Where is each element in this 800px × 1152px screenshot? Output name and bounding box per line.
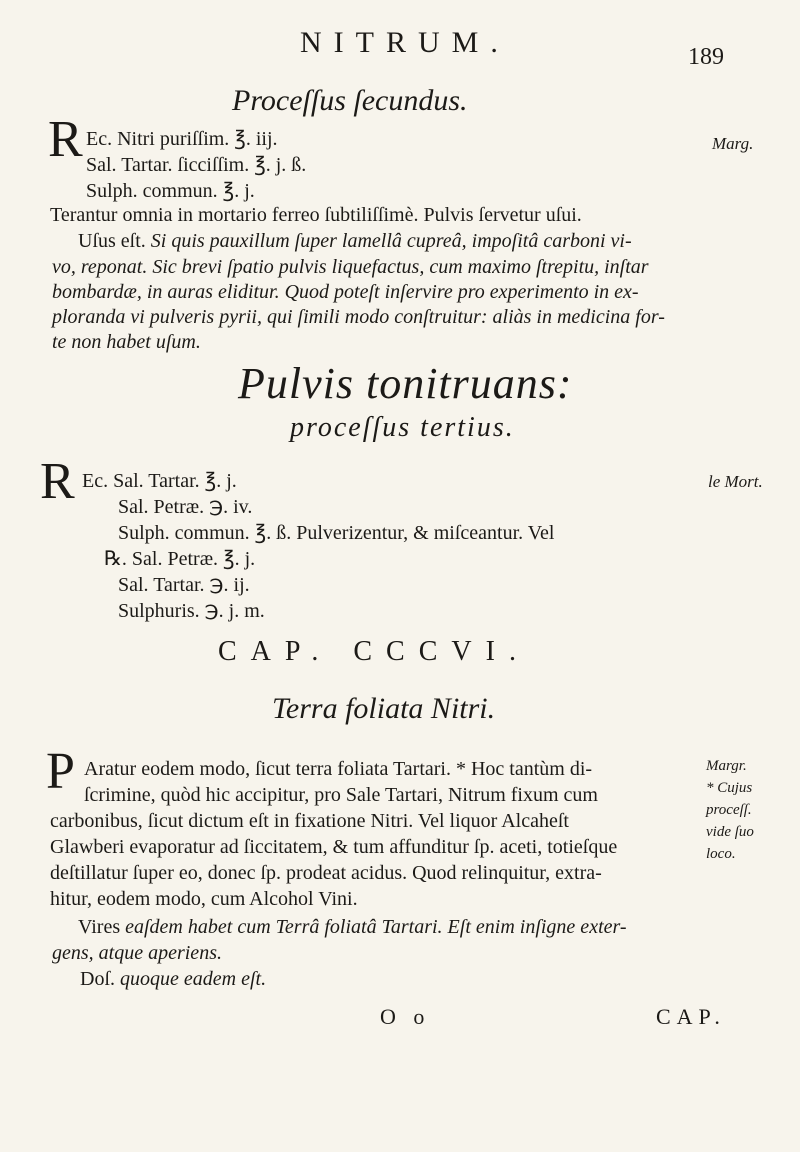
margin-note: proceſſ. [706,802,752,818]
drop-cap-r: R [48,111,83,168]
recipe-line: Sal. Tartar. ſicciſſim. ℥. j. ß. [86,154,307,176]
body-text-line: Aratur eodem modo, ſicut terra foliata Tartari. * Hoc tantùm di- [84,758,593,780]
recipe-line: ℞. Sal. Petræ. ℥. j. [104,548,256,570]
page-number: 189 [688,44,724,70]
body-text-line [78,916,627,939]
drop-cap-p: P [46,743,75,800]
recipe-line: Sulph. commun. ℥. ß. Pulverizentur, & miſceantur. Vel [118,522,555,544]
recipe-line: Sal. Petræ. ℈. iv. [118,496,253,518]
recipe-line: Ec. Sal. Tartar. ℥. j. [82,470,237,492]
margin-note: Margr. [706,758,747,774]
vires-label: Vires [78,916,121,938]
margin-note: * Cujus [706,780,753,796]
section-title-terra-foliata: Terra foliata Nitri. [272,692,496,725]
body-text-line: deſtillatur ſuper eo, donec ſp. prodeat acidus. Quod relinquitur, extra- [50,862,602,884]
margin-note: le Mort. [708,472,763,491]
margin-note: vide ſuo [706,824,754,840]
recipe-line: Sal. Tartar. ℈. ij. [118,574,250,596]
body-text-line: ſcrimine, quòd hic accipitur, pro Sale Tartari, Nitrum fixum cum [84,784,598,806]
body-text-line: Glawberi evaporatur ad ſiccitatem, & tum affunditur ſp. aceti, totieſque [50,836,618,858]
recipe-line: Sulphuris. ℈. j. m. [118,600,265,622]
body-text-line: bombardæ, in auras eliditur. Quod poteſt inſervire pro experimento in ex- [52,281,639,303]
recipe-line: Sulph. commun. ℥. j. [86,180,255,202]
body-text-line [80,968,266,991]
vires-text: eaſdem habet cum Terrâ foliatâ Tartari. Eſt enim inſigne exter- [125,916,627,938]
running-title: NITRUM. [300,26,510,59]
section-title-processus-secundus: Proceſſus ſecundus. [232,84,468,117]
margin-note: loco. [706,846,736,862]
usus-text: Si quis pauxillum ſuper lamellâ cupreâ, impoſitâ carboni vi- [150,230,632,252]
body-text-line: te non habet uſum. [52,331,201,353]
margin-note: Marg. [712,134,754,153]
body-text-line: hitur, eodem modo, cum Alcohol Vini. [50,888,358,910]
usus-label: Uſus eſt. [78,230,146,252]
dosis-label: Doſ. [80,968,115,990]
body-text-line: ploranda vi pulveris pyrii, qui ſimili modo conſtruitur: aliàs in medicina for- [52,306,665,328]
signature-mark: O o [380,1004,431,1029]
body-text-line: carbonibus, ſicut dictum eſt in fixatione Nitri. Vel liquor Alcaheſt [50,810,569,832]
body-text-line: vo, reponat. Sic brevi ſpatio pulvis liquefactus, cum maximo ſtrepitu, inſtar [52,256,649,278]
recipe-line: Ec. Nitri puriſſim. ℥. iij. [86,128,278,150]
drop-cap-r: R [40,453,75,510]
dosis-text: quoque eadem eſt. [120,968,267,990]
chapter-heading: CAP. CCCVI. [218,636,530,667]
section-subtitle: proceſſus tertius. [290,412,515,443]
section-title-pulvis-tonitruans: Pulvis tonitruans: [238,359,573,408]
body-text-line: Terantur omnia in mortario ferreo ſubtiliſſimè. Pulvis ſervetur uſui. [50,204,582,226]
body-text-line [78,230,632,253]
catchword: CAP. [656,1004,726,1029]
body-text-line: gens, atque aperiens. [52,942,222,964]
